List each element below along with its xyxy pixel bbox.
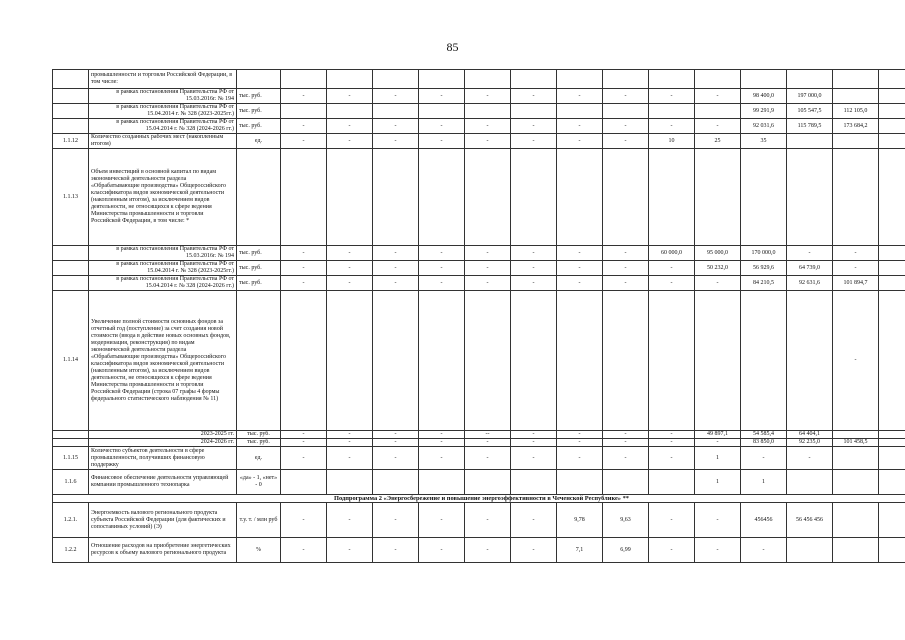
value-cell: - [327, 89, 373, 104]
value-cell: - [833, 246, 879, 261]
value-cell: 64 404,1 [787, 431, 833, 439]
value-cell [695, 70, 741, 89]
value-cell: - [327, 431, 373, 439]
indicator-name-cell: Энергоемкость валового регионального продукта субъекта Российской Федерации (для фактических и сопоставимых условий) (Э) [89, 503, 237, 538]
value-cell [879, 439, 905, 447]
value-cell: - [373, 246, 419, 261]
page-number: 85 [446, 40, 459, 54]
value-cell [281, 70, 327, 89]
value-cell [879, 261, 905, 276]
value-cell: 173 684,2 [833, 119, 879, 134]
value-cell: - [695, 538, 741, 563]
value-cell: - [373, 119, 419, 134]
value-cell [603, 291, 649, 431]
value-cell: - [465, 447, 511, 470]
value-cell: - [787, 447, 833, 470]
value-cell [879, 70, 905, 89]
value-cell: 115 789,5 [787, 119, 833, 134]
value-cell [879, 291, 905, 431]
value-cell: - [419, 119, 465, 134]
value-cell: - [557, 89, 603, 104]
value-cell [833, 149, 879, 246]
value-cell: - [465, 276, 511, 291]
value-cell [557, 104, 603, 119]
value-cell: - [695, 276, 741, 291]
value-cell: 60 000,0 [649, 246, 695, 261]
value-cell: - [557, 246, 603, 261]
value-cell [465, 104, 511, 119]
value-cell: - [465, 119, 511, 134]
value-cell: - [327, 503, 373, 538]
value-cell: - [373, 89, 419, 104]
value-cell [603, 149, 649, 246]
indicator-name-cell: в рамках постановления Правительства РФ от 15.04.2014 г. № 328 (2023-2025гг.) [89, 104, 237, 119]
indicator-name-cell: Количество субъектов деятельности в сфере промышленности, получивших финансовую поддержку [89, 447, 237, 470]
unit-cell [237, 70, 281, 89]
value-cell: - [327, 447, 373, 470]
value-cell: 10 [649, 134, 695, 149]
row-number-cell [53, 89, 89, 104]
value-cell: 83 850,0 [741, 439, 787, 447]
unit-cell: ед. [237, 134, 281, 149]
table-row [53, 503, 905, 538]
value-cell: 35 [741, 134, 787, 149]
value-cell [511, 104, 557, 119]
value-cell [281, 470, 327, 495]
value-cell [603, 470, 649, 495]
row-number-cell [53, 70, 89, 89]
value-cell [511, 470, 557, 495]
value-cell: - [741, 447, 787, 470]
value-cell [879, 104, 905, 119]
value-cell [557, 470, 603, 495]
unit-cell [237, 149, 281, 246]
value-cell: - [557, 119, 603, 134]
value-cell: - [281, 119, 327, 134]
value-cell [833, 470, 879, 495]
value-cell: - [741, 538, 787, 563]
table-row [53, 447, 905, 470]
value-cell [833, 89, 879, 104]
row-number-cell: 1.1.12 [53, 134, 89, 149]
value-cell [879, 149, 905, 246]
value-cell: - [833, 261, 879, 276]
row-number-cell: 1.1.14 [53, 291, 89, 431]
indicator-name-cell: Финансовое обеспечение деятельности управляющей компании промышленного технопарка [89, 470, 237, 495]
value-cell: - [373, 538, 419, 563]
table-row [53, 431, 905, 439]
value-cell: 1 [695, 447, 741, 470]
value-cell [373, 104, 419, 119]
value-cell: - [603, 261, 649, 276]
value-cell: - [649, 447, 695, 470]
value-cell: - [557, 261, 603, 276]
value-cell [465, 70, 511, 89]
value-cell: - [373, 134, 419, 149]
unit-cell: тыс. руб. [237, 439, 281, 447]
value-cell: - [511, 447, 557, 470]
value-cell: - [695, 119, 741, 134]
value-cell [465, 291, 511, 431]
value-cell: - [557, 276, 603, 291]
value-cell [465, 149, 511, 246]
value-cell [419, 291, 465, 431]
row-number-cell: 1.2.1. [53, 503, 89, 538]
indicator-name-cell: промышленности и торговли Российской Федерации, в том числе: [89, 70, 237, 89]
indicator-name-cell: Объем инвестиций в основной капитал по видам экономической деятельности раздела «Обрабатывающие производства» Общероссийского классификатора видов экономической деятельности (накопленным итогом), за исключением видов деятельности, не относящихся к сфере ведения Министерства промышленности и торговли Российской Федерации, в том числе: * [89, 149, 237, 246]
value-cell: - [695, 439, 741, 447]
value-cell [327, 149, 373, 246]
value-cell [511, 291, 557, 431]
value-cell: 1 [695, 470, 741, 495]
unit-cell: тыс. руб. [237, 246, 281, 261]
table-row [53, 70, 905, 89]
unit-cell: ед. [237, 447, 281, 470]
value-cell: - [511, 119, 557, 134]
value-cell: 101 458,5 [833, 439, 879, 447]
value-cell: - [419, 503, 465, 538]
value-cell: - [511, 134, 557, 149]
row-number-cell [53, 104, 89, 119]
unit-cell: тыс. руб. [237, 89, 281, 104]
value-cell: 92 631,6 [787, 276, 833, 291]
value-cell [373, 149, 419, 246]
value-cell: 95 000,0 [695, 246, 741, 261]
value-cell: - [281, 538, 327, 563]
value-cell: - [649, 431, 695, 439]
indicator-name-cell: в рамках постановления Правительства РФ от 15.03.2016г. № 194 [89, 246, 237, 261]
unit-cell: тыс. руб. [237, 119, 281, 134]
value-cell [327, 104, 373, 119]
table-row [53, 89, 905, 104]
unit-cell: «да» - 1, «нет» - 0 [237, 470, 281, 495]
value-cell: - [419, 134, 465, 149]
value-cell: - [419, 246, 465, 261]
value-cell [787, 149, 833, 246]
value-cell [787, 70, 833, 89]
value-cell: 64 739,0 [787, 261, 833, 276]
table-row [53, 119, 905, 134]
value-cell: - [511, 261, 557, 276]
value-cell [833, 431, 879, 439]
table-row [53, 470, 905, 495]
value-cell: - [511, 503, 557, 538]
value-cell: - [649, 276, 695, 291]
value-cell: - [833, 291, 879, 431]
value-cell: - [281, 431, 327, 439]
value-cell: - [373, 503, 419, 538]
value-cell: - [557, 431, 603, 439]
value-cell [833, 503, 879, 538]
value-cell: - [419, 89, 465, 104]
value-cell: 197 000,0 [787, 89, 833, 104]
value-cell [373, 470, 419, 495]
row-number-cell [53, 439, 89, 447]
value-cell: 6,99 [603, 538, 649, 563]
value-cell: - [465, 538, 511, 563]
value-cell: - [603, 431, 649, 439]
value-cell [557, 291, 603, 431]
value-cell [879, 431, 905, 439]
value-cell: - [557, 134, 603, 149]
indicator-name-cell: в рамках постановления Правительства РФ от 15.04.2014 г. № 328 (2024-2026 гг.) [89, 276, 237, 291]
value-cell: - [511, 538, 557, 563]
value-cell [649, 70, 695, 89]
value-cell: 456456 [741, 503, 787, 538]
value-cell: - [465, 246, 511, 261]
value-cell: - [327, 439, 373, 447]
value-cell: - [787, 246, 833, 261]
value-cell: 170 000,0 [741, 246, 787, 261]
value-cell: 9,63 [603, 503, 649, 538]
value-cell [281, 104, 327, 119]
unit-cell: % [237, 538, 281, 563]
value-cell [879, 134, 905, 149]
value-cell [787, 538, 833, 563]
value-cell: - [419, 447, 465, 470]
table-row [53, 246, 905, 261]
value-cell: - [419, 439, 465, 447]
value-cell [373, 291, 419, 431]
value-cell [833, 70, 879, 89]
value-cell: - [419, 261, 465, 276]
value-cell: 92 031,6 [741, 119, 787, 134]
unit-cell: тыс. руб. [237, 104, 281, 119]
value-cell: - [511, 246, 557, 261]
value-cell: - [603, 134, 649, 149]
value-cell: - [327, 276, 373, 291]
table-row [53, 538, 905, 563]
value-cell: - [603, 276, 649, 291]
value-cell [833, 538, 879, 563]
value-cell: - [281, 503, 327, 538]
value-cell: - [419, 431, 465, 439]
value-cell [787, 134, 833, 149]
value-cell: - [281, 261, 327, 276]
value-cell: 92 235,0 [787, 439, 833, 447]
value-cell: - [327, 134, 373, 149]
value-cell: 101 894,7 [833, 276, 879, 291]
value-cell [649, 149, 695, 246]
value-cell: - [281, 276, 327, 291]
unit-cell: тыс. руб. [237, 261, 281, 276]
value-cell: - [327, 119, 373, 134]
value-cell: - [603, 89, 649, 104]
indicator-name-cell: Отношение расходов на приобретение энергетических ресурсов к объему валового регионального продукта [89, 538, 237, 563]
value-cell: 56 456 456 [787, 503, 833, 538]
value-cell: - [649, 89, 695, 104]
value-cell [787, 470, 833, 495]
value-cell [465, 470, 511, 495]
value-cell: - [281, 134, 327, 149]
indicator-name-cell: Количество созданных рабочих мест (накопленным итогом) [89, 134, 237, 149]
value-cell [649, 104, 695, 119]
value-cell [879, 447, 905, 470]
unit-cell: т.у. т. / млн руб [237, 503, 281, 538]
row-number-cell [53, 276, 89, 291]
value-cell: - [695, 503, 741, 538]
value-cell: - [419, 276, 465, 291]
value-cell: - [557, 439, 603, 447]
value-cell: 9,78 [557, 503, 603, 538]
value-cell: - [511, 439, 557, 447]
row-number-cell: 1.1.6 [53, 470, 89, 495]
row-number-cell [53, 246, 89, 261]
value-cell: 50 232,0 [695, 261, 741, 276]
value-cell [741, 149, 787, 246]
value-cell [879, 470, 905, 495]
value-cell [373, 70, 419, 89]
table-row [53, 291, 905, 431]
value-cell: - [281, 447, 327, 470]
value-cell [833, 447, 879, 470]
value-cell: - [649, 119, 695, 134]
table-row [53, 276, 905, 291]
value-cell: - [603, 439, 649, 447]
indicator-name-cell: в рамках постановления Правительства РФ от 15.03.2016г. № 194 [89, 89, 237, 104]
unit-cell [237, 291, 281, 431]
value-cell: - [465, 439, 511, 447]
value-cell [603, 70, 649, 89]
table-row [53, 104, 905, 119]
indicator-name-cell: в рамках постановления Правительства РФ от 15.04.2014 г. № 328 (2024-2026 гг.) [89, 119, 237, 134]
table-row [53, 149, 905, 246]
value-cell: - [465, 134, 511, 149]
value-cell: - [603, 246, 649, 261]
value-cell: - [327, 246, 373, 261]
value-cell [695, 291, 741, 431]
value-cell: 54 585,4 [741, 431, 787, 439]
value-cell [327, 470, 373, 495]
value-cell [281, 291, 327, 431]
row-number-cell: 1.1.15 [53, 447, 89, 470]
value-cell [879, 276, 905, 291]
value-cell: 7,1 [557, 538, 603, 563]
value-cell [419, 70, 465, 89]
value-cell [879, 538, 905, 563]
table-body [53, 70, 905, 563]
value-cell [879, 89, 905, 104]
indicator-name-cell: 2023-2025 гг. [89, 431, 237, 439]
value-cell: - [465, 261, 511, 276]
unit-cell: тыс. руб. [237, 276, 281, 291]
value-cell [557, 70, 603, 89]
value-cell [741, 291, 787, 431]
value-cell: - [373, 276, 419, 291]
value-cell [419, 470, 465, 495]
indicator-name-cell: Увеличение полной стоимости основных фондов за отчетный год (поступление) за счет создания новой стоимости (ввода в действие новых основных фондов, модернизация, реконструкция) по видам экономической деятельности раздела «Обрабатывающие производства» Общероссийского классификатора видов экономической деятельности (накопленным итогом), за исключением видов деятельности, не относящихся к сфере ведения Министерства промышленности и торговли Российской Федерации (строка 07 графы 4 формы федерального статистического наблюдения № 11) [89, 291, 237, 431]
indicator-name-cell: 2024-2026 гг. [89, 439, 237, 447]
value-cell: - [603, 119, 649, 134]
value-cell [603, 104, 649, 119]
value-cell [557, 149, 603, 246]
value-cell [511, 70, 557, 89]
value-cell [649, 470, 695, 495]
table-row [53, 261, 905, 276]
value-cell: 25 [695, 134, 741, 149]
value-cell [879, 246, 905, 261]
row-number-cell [53, 119, 89, 134]
table-row [53, 439, 905, 447]
value-cell [281, 149, 327, 246]
value-cell: - [603, 447, 649, 470]
value-cell: - [511, 276, 557, 291]
row-number-cell [53, 431, 89, 439]
table-row [53, 134, 905, 149]
value-cell: - [695, 89, 741, 104]
value-cell [879, 119, 905, 134]
value-cell [695, 149, 741, 246]
value-cell: - [511, 431, 557, 439]
subprogram-header: Подпрограмма 2 «Энергосбережение и повышение энергоэффективности в Чеченской Республике» ** [53, 495, 905, 503]
value-cell: - [649, 261, 695, 276]
value-cell: 105 547,5 [787, 104, 833, 119]
value-cell [879, 503, 905, 538]
value-cell: 49 897,1 [695, 431, 741, 439]
value-cell [419, 104, 465, 119]
value-cell: 112 105,0 [833, 104, 879, 119]
value-cell: - [465, 89, 511, 104]
value-cell: - [373, 447, 419, 470]
value-cell: - [327, 538, 373, 563]
value-cell: - [373, 439, 419, 447]
value-cell [741, 70, 787, 89]
value-cell: 98 400,0 [741, 89, 787, 104]
value-cell [327, 291, 373, 431]
value-cell [327, 70, 373, 89]
value-cell: - [281, 246, 327, 261]
value-cell: 84 210,5 [741, 276, 787, 291]
value-cell: - [649, 503, 695, 538]
unit-cell: тыс. руб. [237, 431, 281, 439]
indicators-table [52, 69, 905, 563]
row-number-cell: 1.1.13 [53, 149, 89, 246]
value-cell: 1 [741, 470, 787, 495]
row-number-cell [53, 261, 89, 276]
value-cell: - [281, 439, 327, 447]
value-cell [511, 149, 557, 246]
value-cell: - [373, 261, 419, 276]
value-cell [695, 104, 741, 119]
row-number-cell: 1.2.2 [53, 538, 89, 563]
value-cell: - [649, 439, 695, 447]
value-cell: - [327, 261, 373, 276]
value-cell: - [511, 89, 557, 104]
value-cell: 56 929,6 [741, 261, 787, 276]
value-cell: - [465, 503, 511, 538]
value-cell [833, 134, 879, 149]
value-cell: 99 291,9 [741, 104, 787, 119]
value-cell: - [557, 447, 603, 470]
indicator-name-cell: в рамках постановления Правительства РФ от 15.04.2014 г. № 328 (2023-2025гг.) [89, 261, 237, 276]
value-cell: -- [465, 431, 511, 439]
value-cell: - [419, 538, 465, 563]
table-row [53, 495, 905, 503]
value-cell [419, 149, 465, 246]
value-cell [787, 291, 833, 431]
value-cell: - [281, 89, 327, 104]
value-cell [649, 291, 695, 431]
value-cell: - [373, 431, 419, 439]
value-cell: - [649, 538, 695, 563]
